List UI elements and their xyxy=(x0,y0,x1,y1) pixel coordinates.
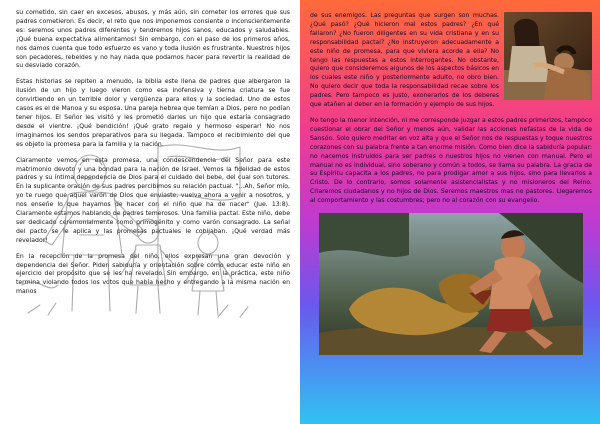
right-paragraph-2: No tengo la menor intención, ni me corresponde juzgar a estos padres primerizos, tampoco cuestionar el obrar del Señor y menos aún, validar las acciones nefastas de la vida de Sansón. Solo quiero meditar en voz alta y que el Señor nos de respuestas y toque nuestros corazones con su palabra frente a tan enorme misión. Como bien dice la sabiduría popular: no nacemos instruidos para ser padres o nuestros hijos no vienen con manual. Pero el manual no es individual, sino soberano y común a todos, se llama su palabra. La gracia de su Espíritu capacita a los padres, no para prodigar amor a sus hijos, sino para llevarlos a Cristo. De lo contrario, somos solamente asistencialistas y no misioneros del Reino. Criaremos ciudadanos y no hijos de Dios. Seremos maestros mas no pastores. Llegaremos al comportamiento y las costumbres; pero no al corazón con su evangelio. xyxy=(310,116,592,205)
biblical-scene-image xyxy=(504,12,592,100)
biblical-scene-icon xyxy=(504,12,592,100)
left-paragraph-1: su cometido, sin caer en excesos, abusos, y más aún, sin cometer los errores que sus padres cometieron. Es decir, el reto que nos imponemos consiente o inconscientemente es: seremos unos padres diferentes y tendremos hijos sanos, educados y saludables. ¡Qué buena expectativa alimentamos! Sin embargo, con el paso de los primeros años, nos damos cuenta que todo esfuerzo es vano y toda ilusión es frustrante. Nuestros hijos son pecadores, rebeldes y no hay nada que podamos hacer para revertir la realidad de su desviado corazón. xyxy=(16,9,290,70)
left-paragraph-4: En la recepción de la promesa del niño, ellos expresan una gran devoción y dependencia del Señor. Piden sabiduría y orientación sobre cómo educar este niño en ejercicio del propósito que se les ha revelado. Sin embargo, en la práctica, este niño termina violando todos los votos que había hecho y entregando a la misma nación en manos xyxy=(16,252,290,296)
left-paragraph-2: Estas historias se repiten a menudo, la biblia este llena de padres que albergaron la ilusión de un hijo y luego vieron como esa inofensiva y tierna criatura se fue convirtiendo en un terrible dolor y vergüenza para ellos y la sociedad. Uno de estos casos es el de Manoa y su esposa. Una pareja hebrea que temían a Dios, pero no podían tener hijos. El Señor les visitó y les prometió darles un hijo que estaría consagrado desde el vientre. ¡Qué bendición! ¡Qué grato regalo y hermoso esperar! No nos imaginamos los sendos preparativos para su llegada. Tampoco el recibimiento del que es objeto la promesa para la familia y la nación. xyxy=(16,78,290,148)
right-paragraph-1: de sus enemigos. Las preguntas que surgen son muchas. ¿Qué pasó? ¿Qué hicieron mal estos padres? ¿En qué fallaron? ¿No fueron diligentes en su vida cristiana y en su responsabilidad pactal? ¿No instruyeron adecuadamente a este niño de promesa, para que viviera acorde a ella? No tengo las respuestas a estos interrogantes. No obstante, quiero que consideremos algunos de los aspectos básicos en los cuales este niño y posteriormente adulto, no obro bien. No quiero decir que toda la responsabilidad recae sobre los padres. Pero tampoco es justo, exonerarlos de los deberes que atañen al deber en la formación y ejemplo de sus hijos. xyxy=(310,12,499,109)
left-paragraph-3: Claramente vemos en esta promesa, una condescendencia del Señor para este matrimonio devoto y una bondad para la nación de Israel. Vemos la fidelidad de estos padres y su íntima dependencia de Dios para el cuidado del bebe, del cual son tutores. En la suplicante oración de sus padres percibimos su relación pactual. "...Ah, Señor mío, yo te ruego que aquel varón de Dios que enviaste, vuelva ahora a venir a nosotros, y nos enseñe lo que hayamos de hacer con el niño que ha de nacer" (Jue. 13:8). Claramente estamos hablando de padres temerosos. Una familia pactal. Este niño, debe ser dedicado ceremonialmente como primogénito y como varón consagrado. La señal del pacto se le aplica y las promesas pactuales le cobijaban. ¡Qué verdad más revelador! xyxy=(16,156,290,244)
samson-lion-icon xyxy=(319,213,583,355)
right-page xyxy=(300,0,600,424)
samson-lion-painting xyxy=(319,213,583,355)
